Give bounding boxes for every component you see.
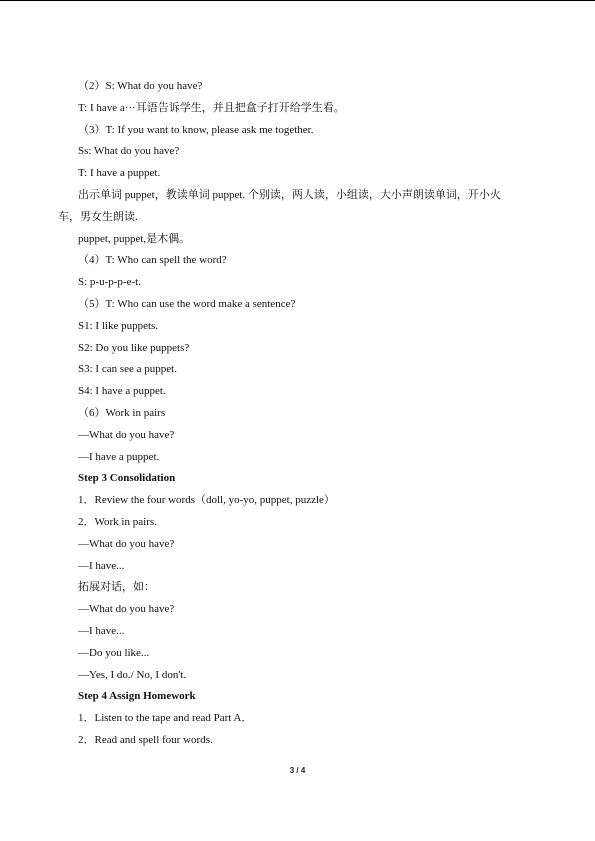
- text-line: S4: I have a puppet.: [78, 385, 166, 398]
- text-line: 1．Review the four words（doll, yo-yo, puppet, puzzle）: [78, 494, 335, 507]
- text-line: —I have a puppet.: [78, 450, 160, 463]
- header-rule: [0, 0, 595, 1]
- text-line: S: p-u-p-p-e-t.: [78, 276, 141, 289]
- section-heading: Step 4 Assign Homework: [78, 690, 196, 703]
- text-line: （2）S: What do you have?: [78, 80, 203, 92]
- document-body: [58, 80, 548, 756]
- text-line: （3）T: If you want to know, please ask me together.: [78, 123, 314, 136]
- text-line: 1．Listen to the tape and read Part A．: [78, 712, 253, 725]
- text-line: puppet, puppet,是木偶。: [78, 232, 191, 245]
- section-heading: Step 3 Consolidation: [78, 472, 176, 485]
- text-line: Ss: What do you have?: [78, 145, 180, 158]
- text-line: —Do you like...: [78, 646, 150, 659]
- text-line: —What do you have?: [78, 603, 175, 616]
- page-number: 3 / 4: [289, 766, 306, 775]
- text-line: 出示单词 puppet，教读单词 puppet. 个别读，两人读，小组读，大小声朗读单词，开小火: [78, 188, 501, 201]
- text-line: 2．Work in pairs.: [78, 515, 157, 528]
- text-line: —What do you have?: [78, 428, 175, 441]
- text-line: —I have...: [78, 624, 125, 637]
- text-line-continued: 车，男女生朗读.: [58, 210, 138, 223]
- text-line: （5）T: Who can use the word make a sentence?: [78, 297, 296, 310]
- text-line: S2: Do you like puppets?: [78, 341, 190, 354]
- text-line: 拓展对话，如：: [78, 581, 155, 594]
- text-line: （6）Work in pairs: [78, 406, 166, 419]
- text-line: S3: I can see a puppet.: [78, 363, 177, 376]
- text-line: T: I have a puppet.: [78, 167, 161, 180]
- text-line: S1: I like puppets.: [78, 319, 159, 332]
- text-line: 2．Read and spell four words.: [78, 733, 213, 746]
- text-line: T: I have a···耳语告诉学生，并且把盒子打开给学生看。: [78, 101, 345, 114]
- text-line: —I have...: [78, 559, 125, 572]
- text-line: —Yes, I do./ No, I don't.: [78, 668, 187, 681]
- text-line: —What do you have?: [78, 537, 175, 550]
- text-line: （4）T: Who can spell the word?: [78, 254, 227, 267]
